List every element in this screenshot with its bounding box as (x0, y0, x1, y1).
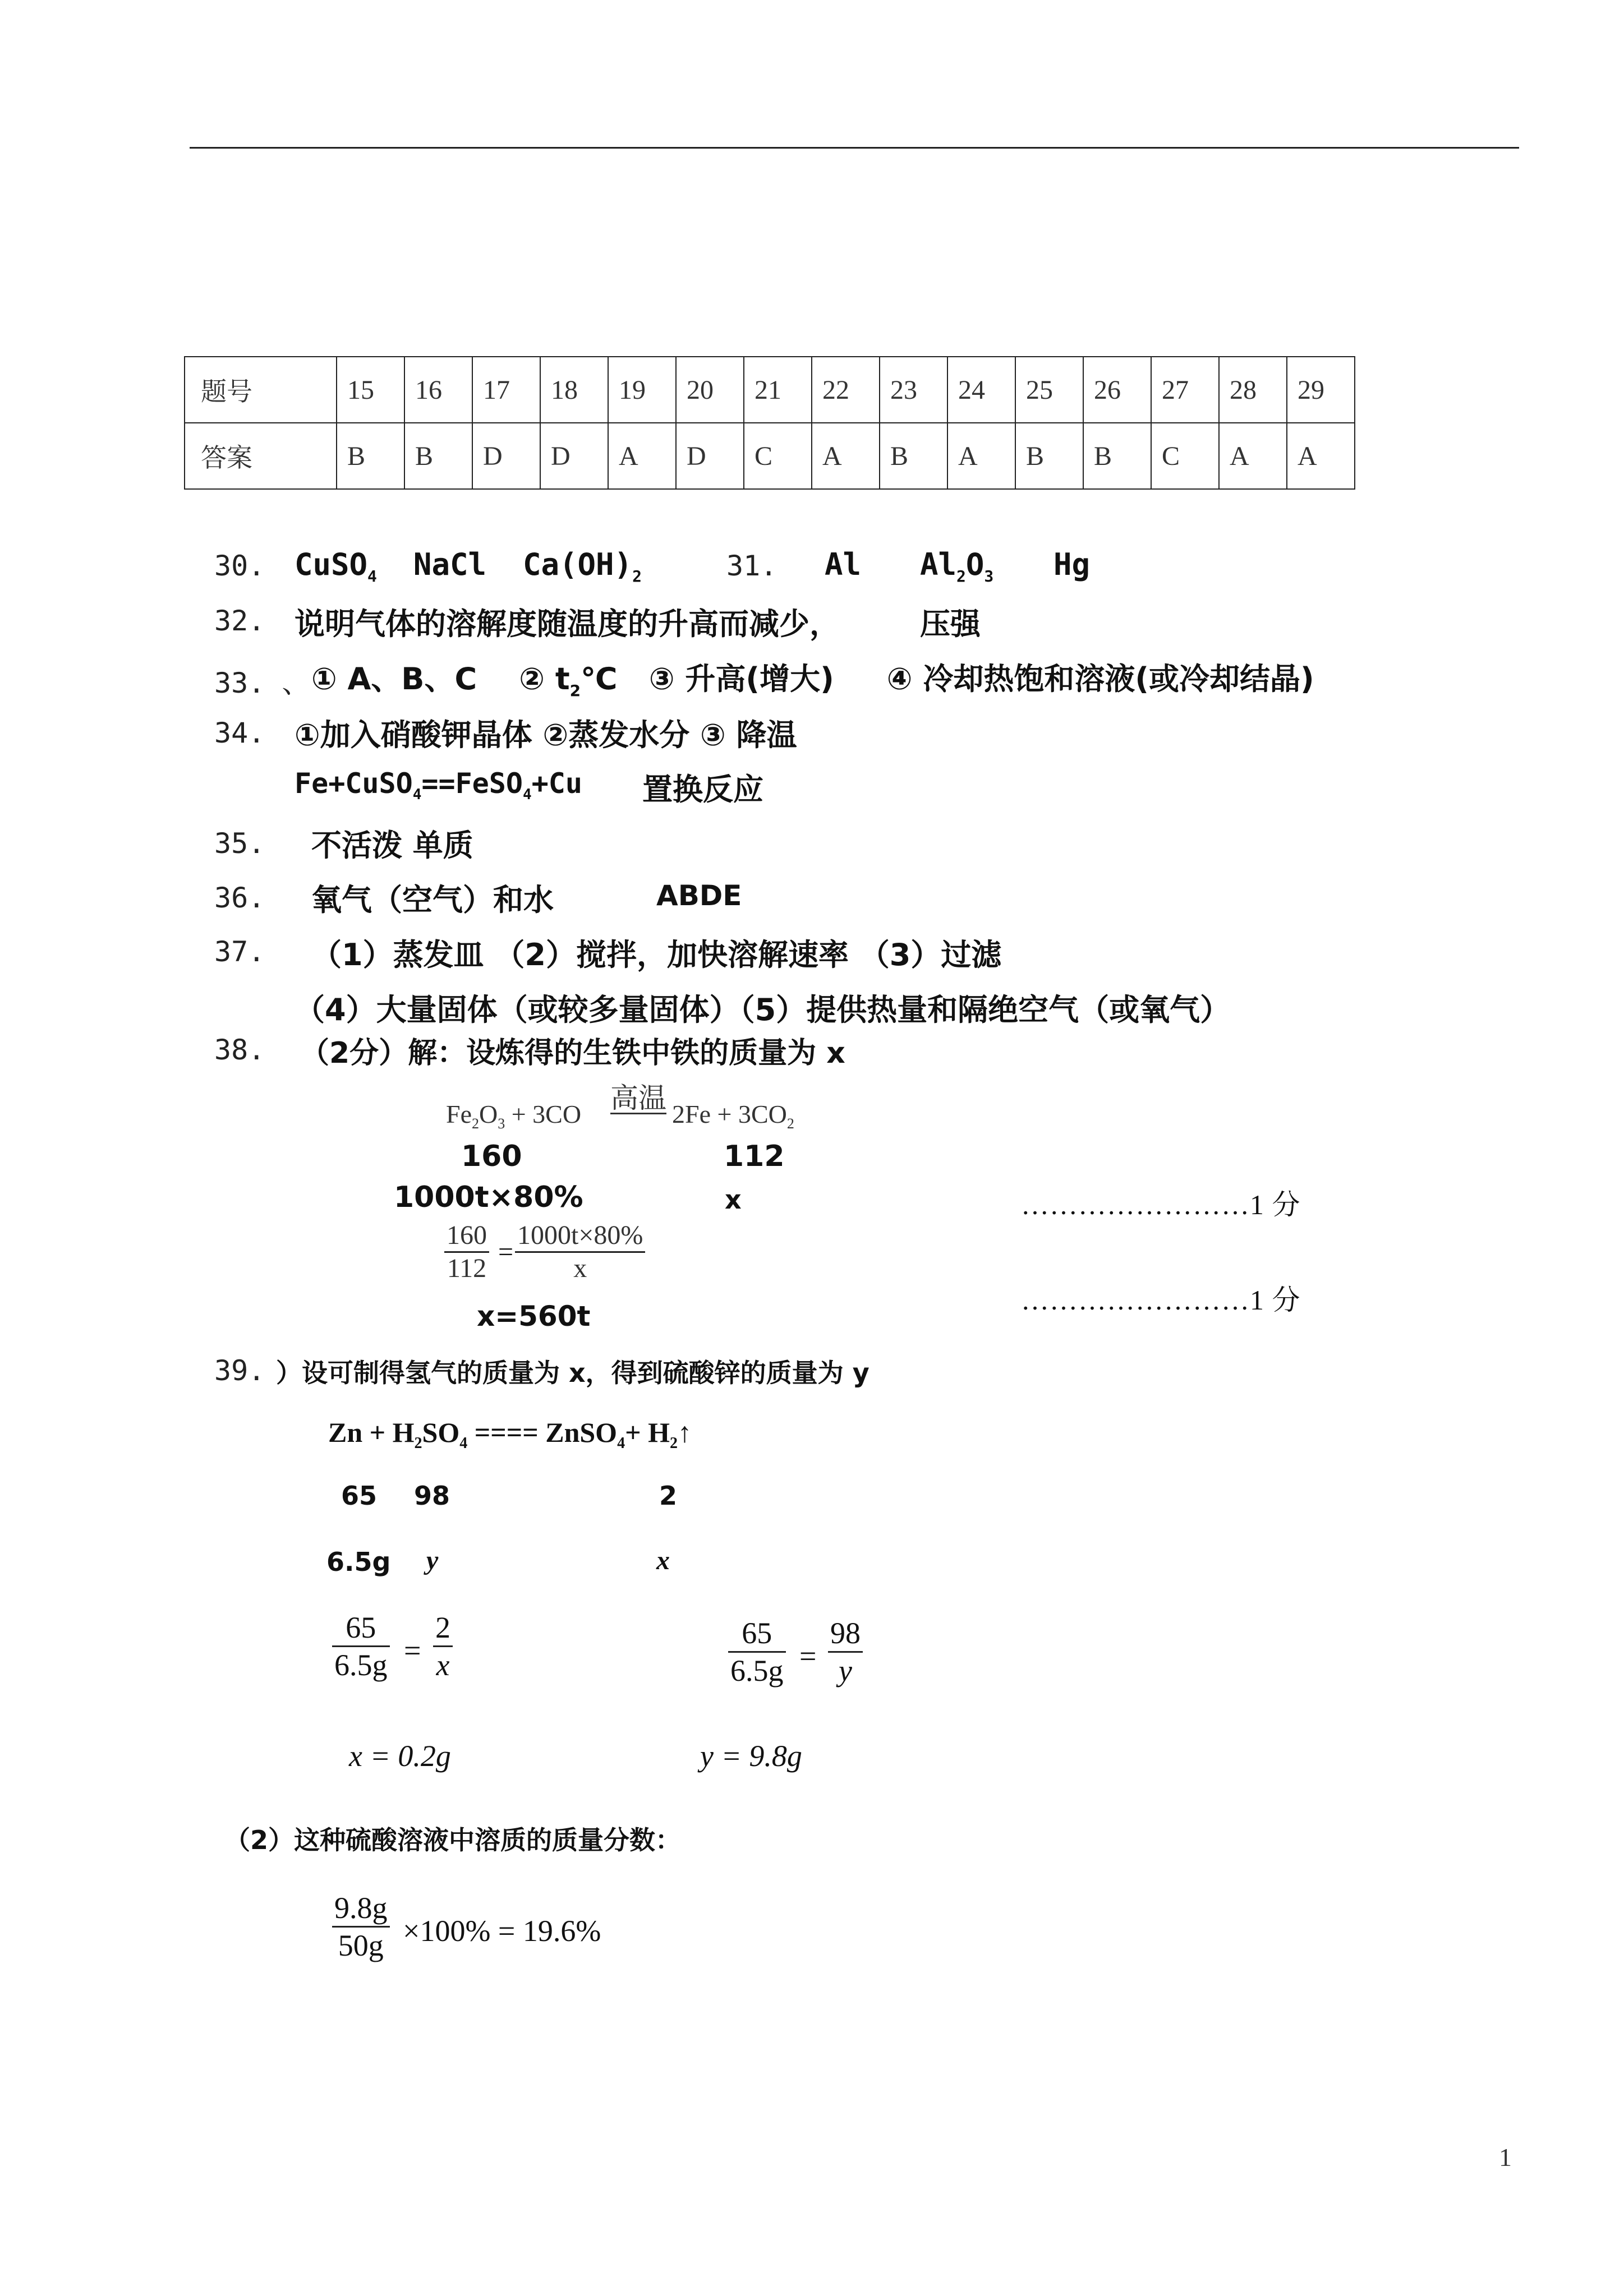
q37-answer-line2: （4）大量固体（或较多量固体）（5）提供热量和隔绝空气（或氧气） (295, 992, 1231, 1027)
question-number-cell: 20 (676, 357, 744, 423)
q39-given: 6.5g (326, 1547, 391, 1577)
question-number-cell: 19 (608, 357, 676, 423)
question-number-cell: 16 (404, 357, 472, 423)
q39-mw-3: 2 (659, 1481, 678, 1511)
q39-mw-1: 65 (341, 1481, 378, 1511)
q38-ratio-left (444, 1220, 489, 1284)
answer-cell: D (472, 423, 540, 489)
q37-number: 37. (214, 935, 265, 968)
question-number-cell: 24 (947, 357, 1015, 423)
q38-ratio-right (515, 1220, 645, 1284)
q39-ratio-2-equals: = (799, 1639, 817, 1673)
q32-number: 32. (214, 605, 265, 637)
question-number-cell: 18 (540, 357, 608, 423)
question-number-cell: 29 (1287, 357, 1355, 423)
q39-percent-result: ×100% = 19.6% (403, 1914, 601, 1948)
q39-ratio-2-left-den: 6.5g (730, 1654, 784, 1688)
q32-answer-2: 压强 (920, 606, 981, 642)
q31-answer-3: Hg (1053, 547, 1091, 582)
answer-cell: B (880, 423, 947, 489)
q38-result: x=560t (477, 1300, 591, 1333)
q39-unknown-x: x (656, 1546, 670, 1575)
table-row (185, 357, 1355, 423)
q38-given: 1000t×80% (394, 1181, 583, 1214)
q39-intro: ）设可制得氢气的质量为 x，得到硫酸锌的质量为 y (276, 1358, 869, 1388)
answer-cell: C (744, 423, 812, 489)
q38-reaction-condition: 高温 (610, 1082, 666, 1114)
row-header-answer: 答案 (185, 423, 337, 489)
q39-ratio-2-right-den: y (839, 1654, 852, 1688)
q34-number: 34. (214, 717, 265, 749)
q38-intro: （2分）解：设炼得的生铁中铁的质量为 x (300, 1036, 845, 1070)
q35-number: 35. (214, 827, 265, 860)
q34-answer-line1: ①加入硝酸钾晶体 ②蒸发水分 ③ 降温 (295, 717, 797, 753)
q38-score-2: ……………………1 分 (1021, 1284, 1301, 1316)
answer-cell: C (1151, 423, 1219, 489)
answer-cell: B (404, 423, 472, 489)
q34-reaction-type: 置换反应 (642, 772, 763, 807)
q38-ratio-equals: = (498, 1237, 514, 1267)
row-header-question: 题号 (185, 357, 337, 423)
q39-ratio-2-right-num: 98 (830, 1616, 861, 1650)
q39-result-y: y = 9.8g (700, 1739, 802, 1773)
q38-unknown: x (725, 1184, 742, 1215)
q34-equation: Fe+CuSO$_4$==FeSO$_4$+Cu (295, 767, 582, 803)
q38-number: 38. (214, 1034, 265, 1066)
answer-table (184, 356, 1355, 490)
q31-answer-2: $Al_2O_3$ (920, 547, 994, 585)
q33-answer: ① A、B、C ② $t_2℃$ ③ 升高(增大) ④ 冷却热饱和溶液(或冷却结晶) (311, 661, 1314, 700)
question-number-cell: 21 (744, 357, 812, 423)
question-number-cell: 23 (880, 357, 947, 423)
q38-score-1: ……………………1 分 (1021, 1189, 1301, 1220)
q39-ratio-1-left (332, 1610, 390, 1683)
answer-cell: A (608, 423, 676, 489)
q39-part2: （2）这种硫酸溶液中溶质的质量分数： (224, 1825, 682, 1855)
q31-answer-1: Al (825, 547, 862, 582)
q38-reaction-right: $2Fe + 3CO_2$ (672, 1100, 794, 1132)
question-number-cell: 27 (1151, 357, 1219, 423)
q30-number: 30. (214, 550, 265, 582)
question-number-cell: 26 (1083, 357, 1151, 423)
q39-ratio-1-right-den: x (436, 1648, 450, 1682)
answer-cell: A (1287, 423, 1355, 489)
question-number-cell: 25 (1015, 357, 1083, 423)
header-rule (190, 147, 1519, 149)
q38-mw-2: 112 (724, 1140, 785, 1173)
q38-ratio-right-den: x (573, 1253, 587, 1283)
q33-number: 33. 、 (214, 667, 310, 699)
q39-reaction: $Zn + H_2SO_4$ ==== ZnSO$_4$+ $H_2↑$ (328, 1417, 692, 1452)
q39-result-x: x = 0.2g (349, 1739, 451, 1773)
q38-ratio-left-num: 160 (447, 1220, 487, 1250)
q38-ratio-left-den: 112 (447, 1253, 487, 1283)
question-number-cell: 17 (472, 357, 540, 423)
table-row (185, 423, 1355, 489)
q38-ratio-right-num: 1000t×80% (517, 1220, 643, 1250)
q39-percent-num: 9.8g (334, 1891, 388, 1925)
q30-answer: CuSO$_4$ NaCl $Ca(OH)_2$ (295, 547, 642, 585)
answer-cell: A (812, 423, 880, 489)
q38-mw-1: 160 (461, 1140, 522, 1173)
question-number-cell: 22 (812, 357, 880, 423)
q32-answer: 说明气体的溶解度随温度的升高而减少， (295, 606, 840, 642)
answer-cell: B (337, 423, 404, 489)
q36-answer-2: ABDE (656, 879, 742, 912)
q39-ratio-2-right (828, 1615, 863, 1689)
answer-cell: B (1015, 423, 1083, 489)
q39-ratio-1-right-num: 2 (435, 1611, 450, 1644)
q36-answer: 氧气（空气）和水 (311, 882, 554, 918)
q31-number: 31. (726, 550, 778, 582)
q39-ratio-1-left-den: 6.5g (334, 1648, 388, 1682)
page-number: 1 (1499, 2143, 1512, 2171)
q39-mw-2: 98 (414, 1481, 450, 1511)
q39-unknown-y: y (426, 1546, 439, 1575)
question-number-cell: 15 (337, 357, 404, 423)
answer-cell: B (1083, 423, 1151, 489)
q39-ratio-2-left (728, 1615, 786, 1689)
answer-cell: A (1219, 423, 1287, 489)
q39-percent-fraction (332, 1890, 390, 1963)
answer-cell: D (676, 423, 744, 489)
q37-answer-line1: （1）蒸发皿 （2）搅拌，加快溶解速率 （3）过滤 (311, 937, 1002, 972)
q35-answer: 不活泼 单质 (311, 828, 473, 863)
q39-ratio-2-left-num: 65 (742, 1616, 772, 1650)
q39-percent-den: 50g (338, 1929, 384, 1962)
q39-ratio-1-equals: = (404, 1634, 421, 1667)
question-number-cell: 28 (1219, 357, 1287, 423)
q39-ratio-1-right (433, 1610, 453, 1683)
q38-reaction-left: $Fe_2O_3 + 3CO$ (446, 1100, 582, 1132)
q36-number: 36. (214, 882, 265, 914)
answer-cell: A (947, 423, 1015, 489)
q39-number: 39. (214, 1354, 265, 1387)
answer-cell: D (540, 423, 608, 489)
q39-ratio-1-left-num: 65 (346, 1611, 376, 1644)
